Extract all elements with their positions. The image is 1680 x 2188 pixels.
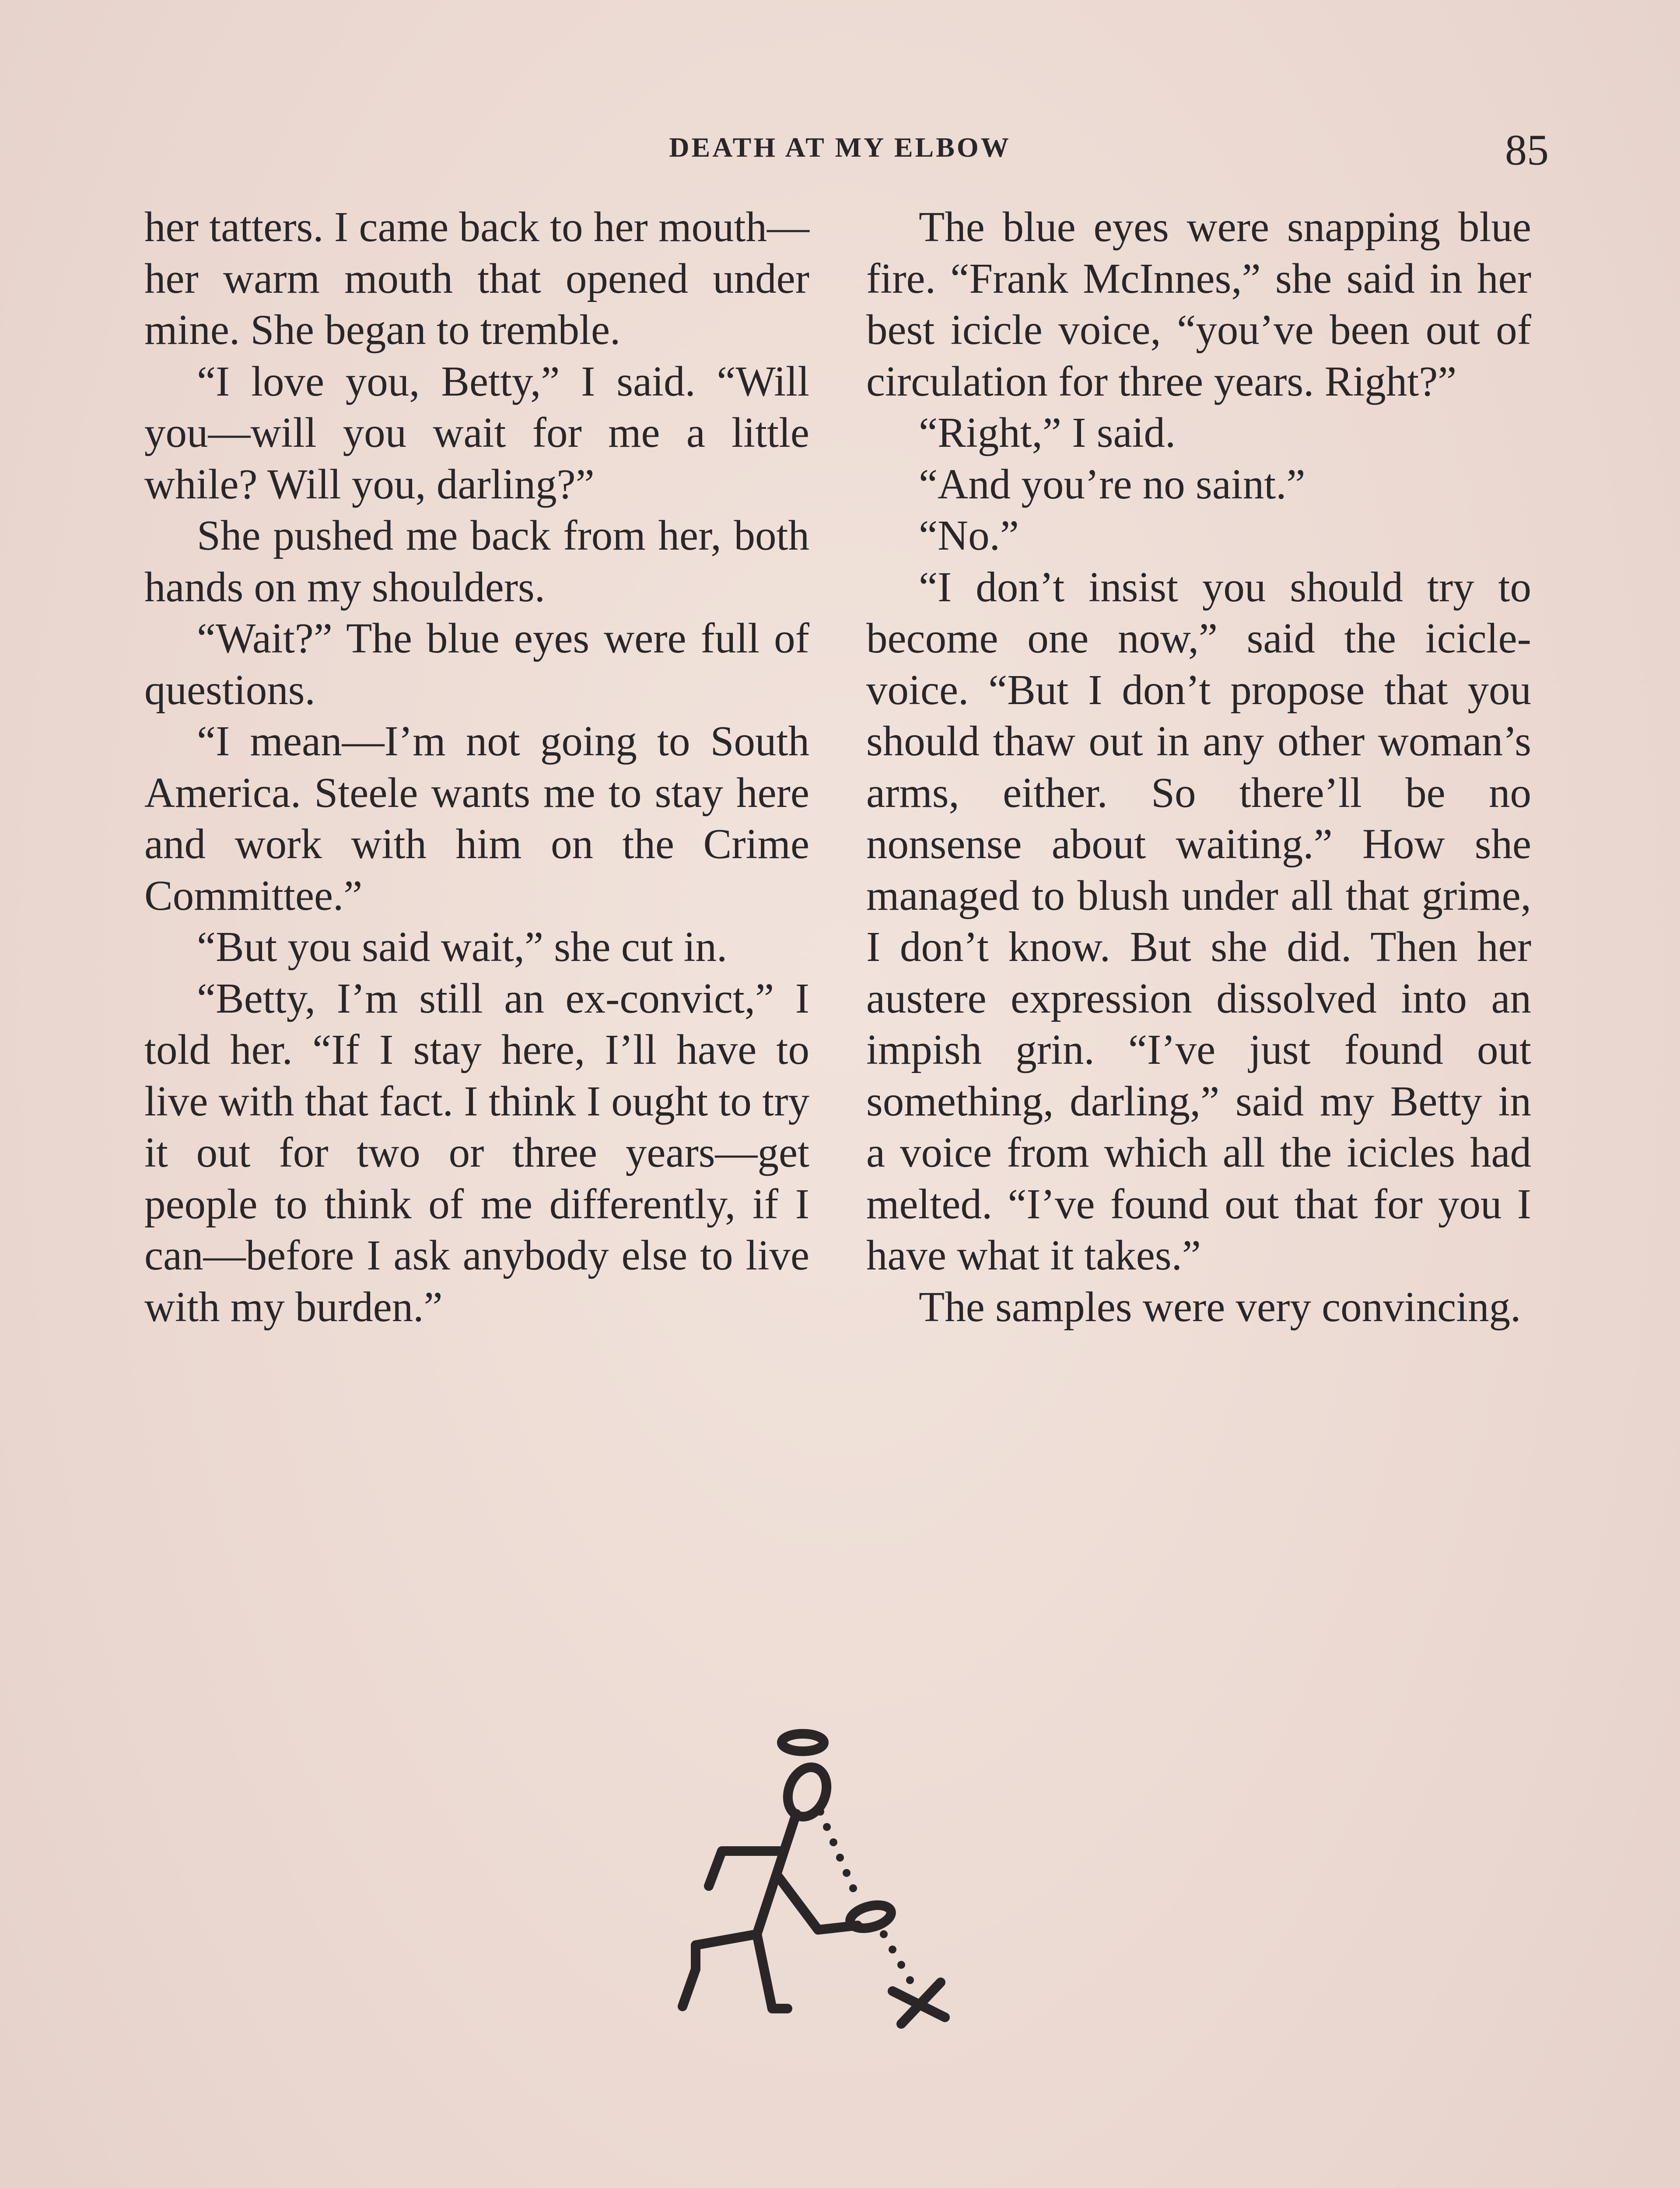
paragraph: “Right,” I said. <box>919 409 1176 456</box>
page-number: 85 <box>1505 126 1549 174</box>
paragraph: “I don’t insist you should try to become one now,” said the icicle-voice. “But I don’t propose that you should thaw out in any other woman’s arms, either. So there’ll be no nonsense about waiting.” How she managed to blush under all that grime, I don’t know. But she did. Then her austere expression dissolved into an impish grin. “I’ve just found out something, darling,” said my Betty in a voice from which all the icicles had melted. “I’ve found out that for you I have what it takes.” <box>866 563 1531 1279</box>
paragraph: her tatters. I came back to her mouth—her warm mouth that opened under mine. She began to tremble. <box>144 203 809 353</box>
paragraph: “Betty, I’m still an ex-convict,” I told her. “If I stay here, I’ll have to live with that fact. I think I ought to try it out for two or three years—get people to think of me differently, if I can—before I ask anybody else to live with my burden.” <box>144 975 809 1330</box>
paragraph: “Wait?” The blue eyes were full of questions. <box>144 615 809 713</box>
paragraph: “And you’re no saint.” <box>919 460 1306 508</box>
right-column <box>866 201 1531 1332</box>
paragraph: The blue eyes were snapping blue fire. “Frank McInnes,” she said in her best icicle voice, “you’ve been out of circulation for three years. Right?” <box>866 203 1531 405</box>
paragraph: The samples were very convincing. <box>919 1283 1521 1330</box>
running-title: DEATH AT MY ELBOW <box>669 132 1011 163</box>
saint-stick-figure-icon <box>656 1707 1006 2057</box>
left-column <box>144 201 809 1332</box>
paragraph: “No.” <box>919 512 1019 559</box>
paragraph: “I love you, Betty,” I said. “Will you—will you wait for me a little while? Will you, darling?” <box>144 358 809 508</box>
paragraph: “I mean—I’m not going to South America. Steele wants me to stay here and work with him on the Crime Committee.” <box>144 718 809 919</box>
paragraph: “But you said wait,” she cut in. <box>197 923 728 970</box>
paragraph: She pushed me back from her, both hands on my shoulders. <box>144 512 809 610</box>
